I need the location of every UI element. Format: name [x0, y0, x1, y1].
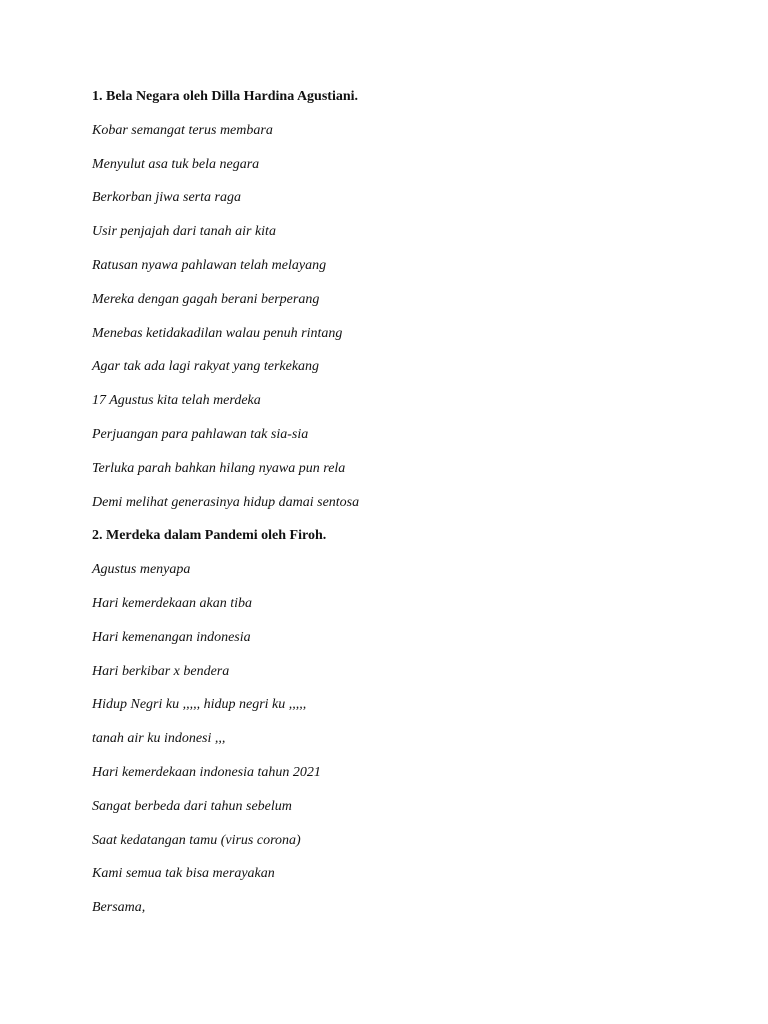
poem-2-line-6: tanah air ku indonesi ,,, — [92, 731, 226, 747]
poem-1-line-1: Kobar semangat terus membara — [92, 122, 273, 138]
poem-2-line-3: Hari kemenangan indonesia — [92, 629, 251, 645]
poem-1-line-10: Perjuangan para pahlawan tak sia-sia — [92, 426, 309, 442]
poem-1-line-2: Menyulut asa tuk bela negara — [92, 156, 260, 172]
poem-2-line-10: Kami semua tak bisa merayakan — [92, 866, 275, 882]
poem-1-line-4: Usir penjajah dari tanah air kita — [92, 224, 276, 240]
poem-1-line-3: Berkorban jiwa serta raga — [92, 190, 241, 206]
poem-2-line-5: Hidup Negri ku ,,,,, hidup negri ku ,,,,, — [92, 697, 307, 713]
poem-1-line-12: Demi melihat generasinya hidup damai sentosa — [92, 494, 360, 510]
poem-2-line-11: Bersama, — [92, 900, 146, 916]
poem-1-line-11: Terluka parah bahkan hilang nyawa pun rela — [92, 460, 346, 476]
poem-1-line-8: Agar tak ada lagi rakyat yang terkekang — [92, 359, 320, 375]
poem-2-line-1: Agustus menyapa — [92, 562, 191, 578]
poem-1-line-5: Ratusan nyawa pahlawan telah melayang — [92, 257, 327, 273]
poem-1-line-6: Mereka dengan gagah berani berperang — [92, 291, 320, 307]
poem-1-line-7: Menebas ketidakadilan walau penuh rintang — [92, 325, 343, 341]
poem-2-line-9: Saat kedatangan tamu (virus corona) — [92, 832, 301, 848]
poem-2-title: 2. Merdeka dalam Pandemi oleh Firoh. — [92, 528, 327, 544]
poem-1-title: 1. Bela Negara oleh Dilla Hardina Agustiani. — [92, 89, 359, 104]
poem-2-line-2: Hari kemerdekaan akan tiba — [92, 595, 253, 611]
poem-2-line-8: Sangat berbeda dari tahun sebelum — [92, 798, 292, 814]
document-page — [92, 86, 712, 931]
poem-1-line-9: 17 Agustus kita telah merdeka — [92, 393, 261, 409]
poem-2-line-7: Hari kemerdekaan indonesia tahun 2021 — [92, 764, 321, 780]
poem-2-line-4: Hari berkibar x bendera — [92, 663, 230, 679]
